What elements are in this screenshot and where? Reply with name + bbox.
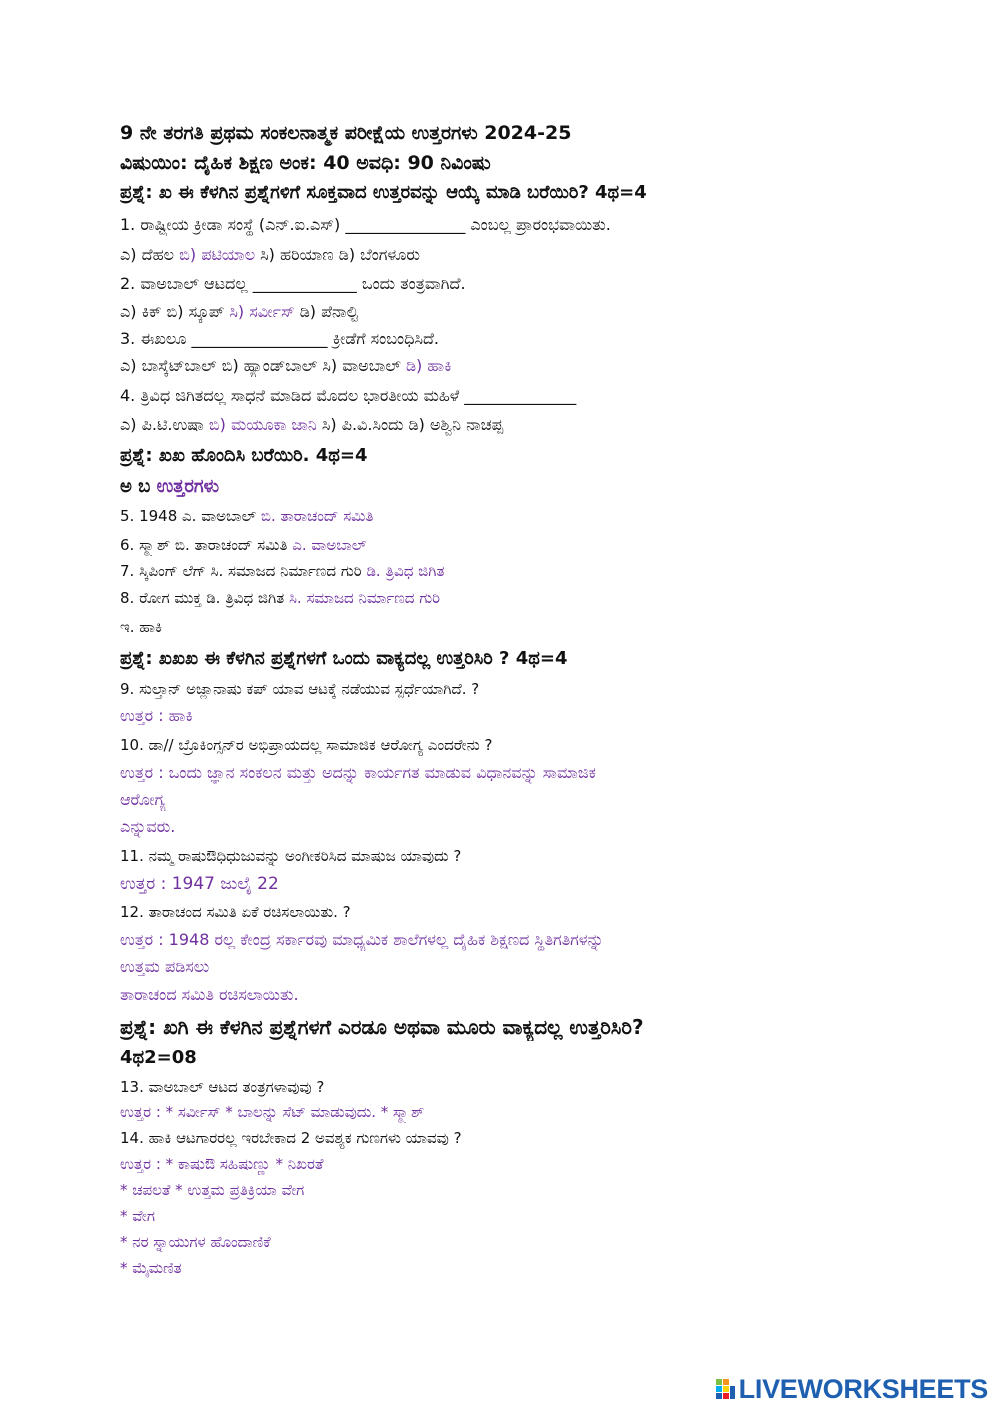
answer-9: ಉತ್ತರ : ಹಾಕಿ [120, 706, 193, 725]
answer-10-line-3: ಎನ್ನುವರು. [120, 817, 176, 836]
section-4-marks: 4ಥ2=08 [120, 1047, 197, 1068]
row-answer: ಡಿ. ತ್ರಿವಿಧ ಜಿಗಿತ [366, 562, 445, 580]
options-after: ಸಿ) ಪಿ.ವಿ.ಸಿಂದು ಡಿ) ಅಶ್ವಿನಿ ನಾಚಪ್ಪ [321, 415, 504, 434]
section-4-heading: ಪ್ರಶ್ನೆ: ಖಗಿ ಈ ಕೆಳಗಿನ ಪ್ರಶ್ನೆಗಳಗೆ ಎರಡೂ ಅಥವಾ ಮೂರು ವಾಕ್ಯದಲ್ಲ ಉತ್ತರಿಸಿರಿ? [120, 1015, 644, 1039]
question-3-options [120, 355, 980, 377]
match-row-6 [120, 534, 980, 556]
answer-10-line-2: ಆರೋಗ್ಯ [120, 790, 166, 809]
logo-text: LIVEWORKSHEETS [738, 1374, 988, 1404]
correct-answer: ಬಿ) ಮಯೂಕಾ ಜಾನಿ [208, 415, 317, 434]
question-14: 14. ಹಾಕಿ ಆಟಗಾರರಲ್ಲ ಇರಬೇಕಾದ 2 ಅವಶ್ಯಕ ಗುಣಗಳು ಯಾವವು ? [120, 1129, 462, 1147]
answer-14-line-2: * ಚಪಲತೆ * ಉತ್ತಮ ಪ್ರತಿಕ್ರಿಯಾ ವೇಗ [120, 1181, 305, 1199]
match-row-5 [120, 505, 980, 527]
question-12: 12. ತಾರಾಚಂದ ಸಮಿತಿ ಏಕೆ ರಚಿಸಲಾಯಿತು. ? [120, 903, 351, 921]
question-10: 10. ಡಾ// ಬ್ರೊಕಿಂಗ್ಸನ್‌ರ ಅಭಿಪ್ರಾಯದಲ್ಲ ಸಾಮಾಜಿಕ ಆರೋಗ್ಯ ಎಂದರೇನು ? [120, 736, 493, 754]
question-2-options [120, 301, 980, 323]
row-answer: ಬಿ. ತಾರಾಚಂದ್ ಸಮಿತಿ [260, 507, 374, 525]
answer-14-line-3: * ವೇಗ [120, 1207, 155, 1225]
answer-13: ಉತ್ತರ : * ಸರ್ವೀಸ್ * ಬಾಲನ್ನು ಸೆಟ್ ಮಾಡುವುದು. * ಸ್ಮ್ಯಾಶ್ [120, 1103, 425, 1121]
answer-12-line-2: ಉತ್ತಮ ಪಡಿಸಲು [120, 957, 210, 976]
options-after: ಡಿ) ಪೆನಾಲ್ಟಿ [299, 302, 358, 321]
answer-14-line-4: * ನರ ಸ್ನಾಯುಗಳ ಹೊಂದಾಣಿಕೆ [120, 1233, 271, 1251]
correct-answer: ಸಿ) ಸರ್ವೀಸ್ [229, 302, 295, 321]
row-answer: ಎ. ವಾಅಬಾಲ್ [292, 536, 367, 554]
answer-14-line-5: * ಮೈಮಣಿತ [120, 1259, 182, 1277]
question-1-options [120, 244, 980, 266]
options-before: ಎ) ಕಿಕ್ ಬಿ) ಸ್ಕೂಪ್ [120, 302, 225, 321]
question-4: 4. ತ್ರಿವಿಧ ಜಿಗಿತದಲ್ಲ ಸಾಧನೆ ಮಾಡಿದ ಮೊದಲ ಭಾರತೀಯ ಮಹಿಳೆ ______________ [120, 386, 577, 405]
row-text: 5. 1948 ಎ. ವಾಅಬಾಲ್ [120, 507, 257, 525]
question-13: 13. ವಾಅಬಾಲ್ ಆಟದ ತಂತ್ರಗಳಾವುವು ? [120, 1078, 325, 1096]
liveworksheets-logo [716, 1374, 988, 1404]
answer-10-line-1: ಉತ್ತರ : ಒಂದು ಜ್ಞಾನ ಸಂಕಲನ ಮತ್ತು ಅದನ್ನು ಕಾರ್ಯಗತ ಮಾಡುವ ವಿಧಾನವನ್ನು ಸಾಮಾಜಿಕ [120, 763, 596, 782]
row-answer: ಸಿ. ಸಮಾಜದ ನಿರ್ಮಾಣದ ಗುರಿ [288, 589, 441, 607]
question-2: 2. ವಾಅಬಾಲ್ ಆಟದಲ್ಲ _____________ ಒಂದು ತಂತ್ರವಾಗಿದೆ. [120, 274, 466, 293]
page-title: 9 ನೇ ತರಗತಿ ಪ್ರಥಮ ಸಂಕಲನಾತ್ಮಕ ಪರೀಕ್ಷೆಯ ಉತ್ತರಗಳು 2024-25 [120, 122, 572, 144]
question-4-options [120, 414, 980, 436]
options-before: ಎ) ಪಿ.ಟಿ.ಉಷಾ [120, 415, 204, 434]
options-after: ಸಿ) ಹರಿಯಾಣ ಡಿ) ಬೆಂಗಳೂರು [260, 245, 420, 264]
question-1: 1. ರಾಷ್ಟ್ರೀಯ ಕ್ರೀಡಾ ಸಂಸ್ಥೆ (ಎನ್.ಐ.ಎಸ್) _______________ ಎಂಬಲ್ಲ ಪ್ರಾರಂಭವಾಯಿತು. [120, 215, 611, 234]
liveworksheets-logo-icon [716, 1377, 736, 1401]
match-row-7 [120, 560, 980, 582]
correct-answer: ಬಿ) ಪಟಿಯಾಲ [179, 245, 256, 264]
columns-label: ಅ ಬ [120, 476, 151, 497]
question-9: 9. ಸುಲ್ತಾನ್ ಅಜ್ಲಾನಾಷು ಕಪ್ ಯಾವ ಆಟಕ್ಕೆ ನಡೆಯುವ ಸ್ಪರ್ಧೆಯಾಗಿದೆ. ? [120, 680, 480, 698]
section-3-heading: ಪ್ರಶ್ನೆ: ಖಖಖ ಈ ಕೆಳಗಿನ ಪ್ರಶ್ನೆಗಳಗೆ ಒಂದು ವಾಕ್ಯದಲ್ಲ ಉತ್ತರಿಸಿರಿ ? 4ಥ=4 [120, 648, 568, 669]
question-11: 11. ನಮ್ಮ ರಾಷುಔಧಿಧುಜುವನ್ನು ಅಂಗೀಕರಿಸಿದ ಮಾಷುಜ ಯಾವುದು ? [120, 847, 462, 865]
match-row-8 [120, 587, 980, 609]
row-text: 6. ಸ್ಮ್ಯಾಶ್ ಬಿ. ತಾರಾಚಂದ್ ಸಮಿತಿ [120, 536, 288, 554]
question-3: 3. ಈಖಲೂ _________________ ಕ್ರೀಡೆಗೆ ಸಂಬಂಧಿಸಿದೆ. [120, 329, 440, 348]
match-extra-option: ಇ. ಹಾಕಿ [120, 618, 162, 636]
answer-11: ಉತ್ತರ : 1947 ಜುಲೈ 22 [120, 874, 279, 894]
match-columns-header [120, 474, 980, 500]
answers-label: ಉತ್ತರಗಳು [156, 476, 220, 497]
answer-12-line-1: ಉತ್ತರ : 1948 ರಲ್ಲ ಕೇಂದ್ರ ಸರ್ಕಾರವು ಮಾಧ್ಯಮಿಕ ಶಾಲೆಗಳಲ್ಲ ದೈಹಿಕ ಶಿಕ್ಷಣದ ಸ್ಥಿತಿಗತಿಗಳನ್ನು [120, 930, 604, 949]
answer-14-line-1: ಉತ್ತರ : * ಕಾಷುಔ ಸಹಿಷುಣ್ಣು * ನಿಖರತೆ [120, 1155, 324, 1173]
section-1-heading: ಪ್ರಶ್ನೆ: ಖ ಈ ಕೆಳಗಿನ ಪ್ರಶ್ನೆಗಳಿಗೆ ಸೂಕ್ತವಾದ ಉತ್ತರವನ್ನು ಆಯ್ಕೆ ಮಾಡಿ ಬರೆಯಿರಿ? 4ಥ=4 [120, 182, 647, 203]
section-2-heading: ಪ್ರಶ್ನೆ: ಖಖ ಹೊಂದಿಸಿ ಬರೆಯಿರಿ. 4ಥ=4 [120, 445, 368, 466]
correct-answer: ಡಿ) ಹಾಕಿ [405, 356, 452, 375]
options-before: ಎ) ಬಾಸ್ಕೆಟ್‌ಬಾಲ್ ಬಿ) ಹ್ಯಾಂಡ್‌ಬಾಲ್ ಸಿ) ವಾಅಬಾಲ್ [120, 356, 401, 375]
row-text: 8. ರೋಗ ಮುಕ್ತ ಡಿ. ತ್ರಿವಿಧ ಜಿಗಿತ [120, 589, 285, 607]
options-before: ಎ) ದೆಹಲ [120, 245, 175, 264]
subject-line: ವಿಷುಯಿಂ: ದೈಹಿಕ ಶಿಕ್ಷಣ ಅಂಕ: 40 ಅವಧಿ: 90 ನಿವಿಂಷು [120, 152, 491, 174]
row-text: 7. ಸ್ಕಿಪಿಂಗ್ ಲೆಗ್ ಸಿ. ಸಮಾಜದ ನಿರ್ಮಾಣದ ಗುರಿ [120, 562, 362, 580]
answer-12-line-3: ತಾರಾಚಂದ ಸಮಿತಿ ರಚಿಸಲಾಯಿತು. [120, 985, 299, 1004]
